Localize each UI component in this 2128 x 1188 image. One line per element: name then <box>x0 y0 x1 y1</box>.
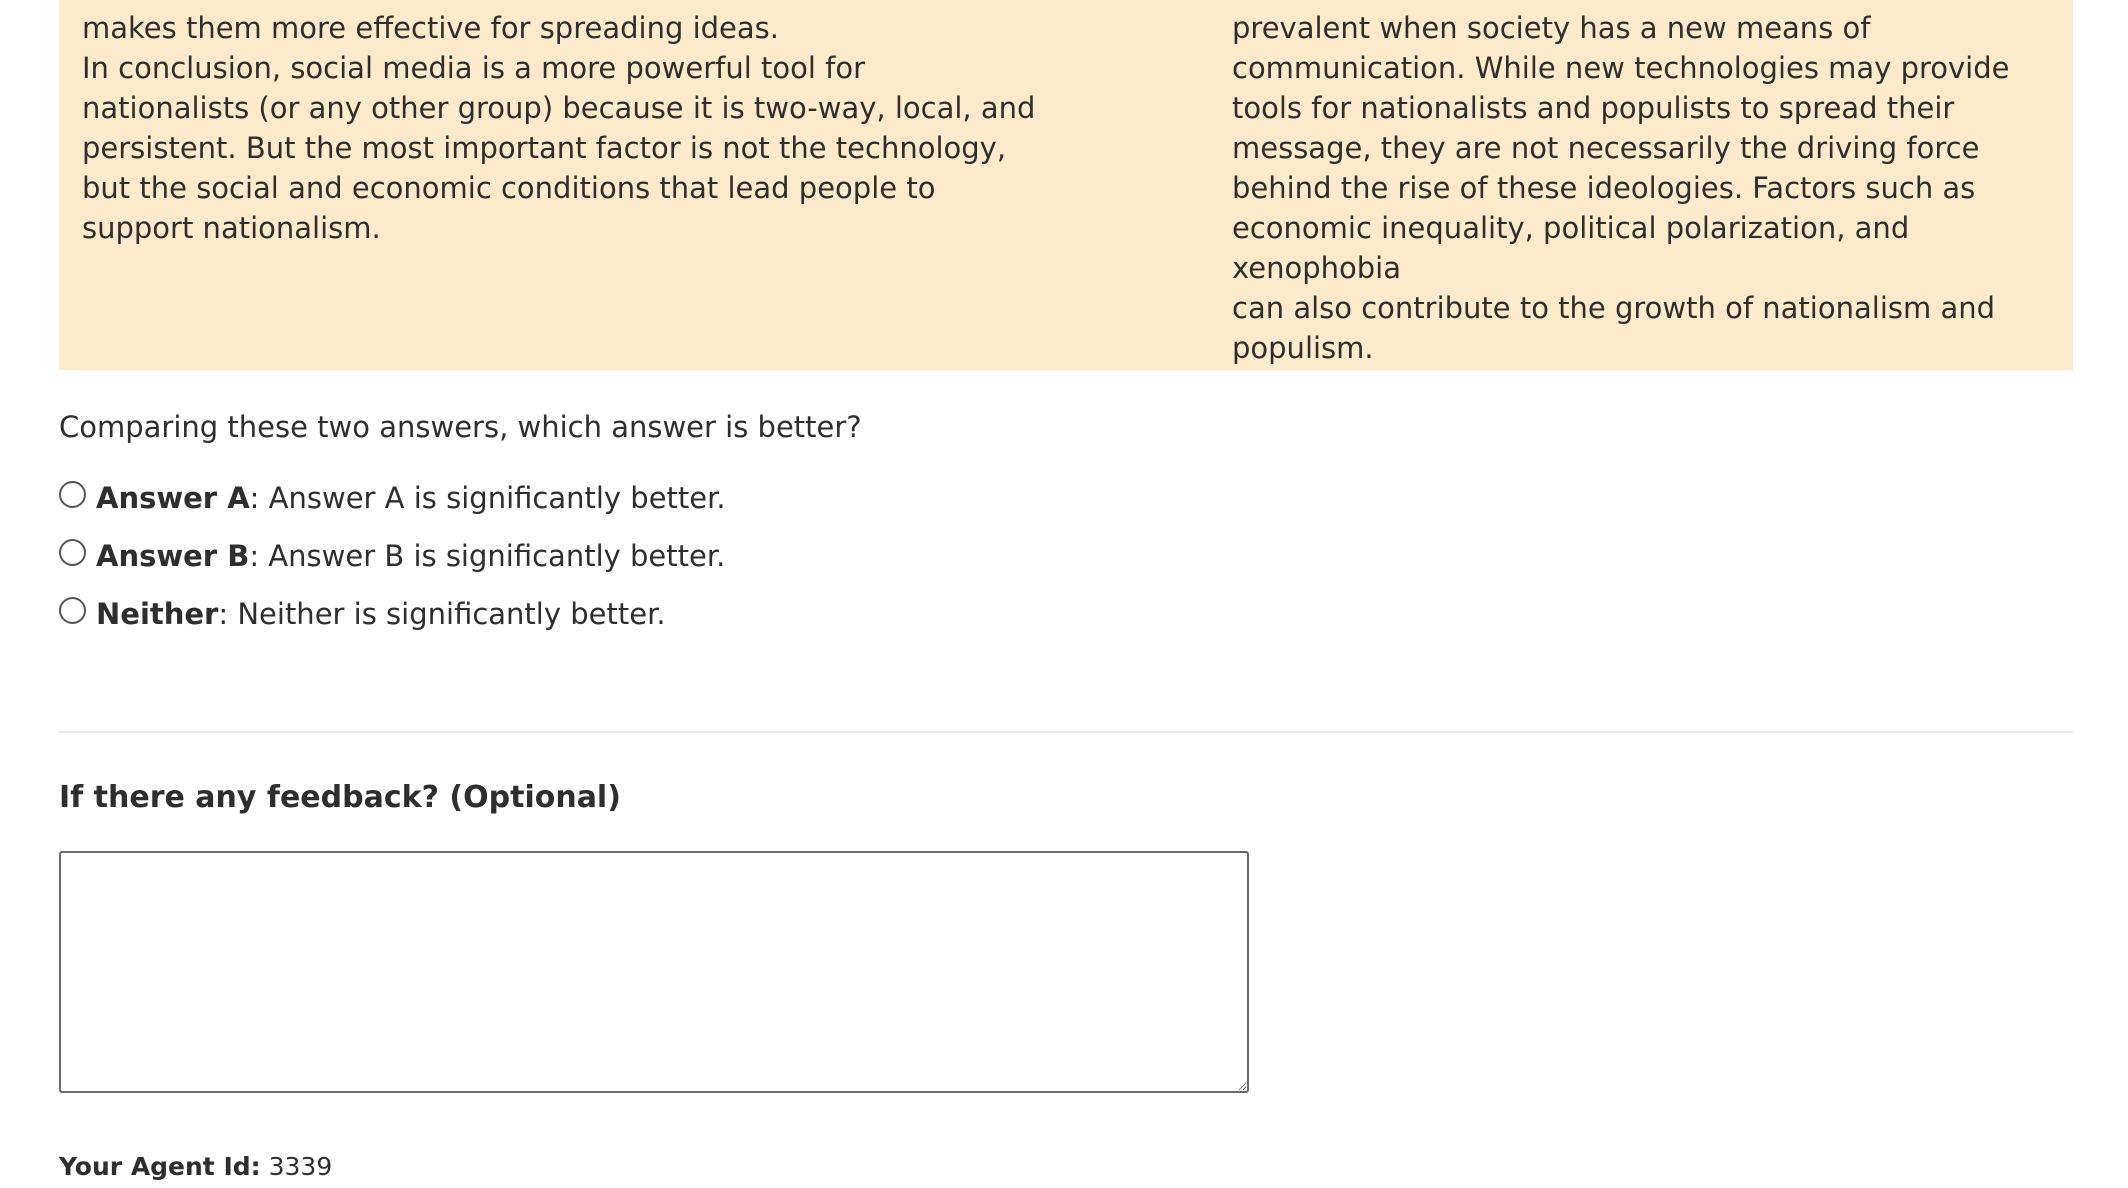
option-neither[interactable] <box>59 597 666 631</box>
answers-comparison-panel <box>59 0 2073 370</box>
section-divider <box>59 731 2073 733</box>
comparison-question: Comparing these two answers, which answer is better? <box>59 410 862 444</box>
option-description: : Answer A is significantly better. <box>249 481 726 515</box>
answer-b-radio[interactable] <box>59 539 86 566</box>
answer-b-text: prevalent when society has a new means of communication. While new technologies may provide tools for nationalists and populists to spread their message, they are not necessarily the driving force behind the rise of these ideologies. Factors such as economic inequality, political polarization, and xenophobia can also contribute to the growth of nationalism and populism. <box>1232 11 2010 365</box>
option-description: : Answer B is significantly better. <box>249 539 726 573</box>
agent-id-line <box>59 1152 332 1181</box>
neither-radio[interactable] <box>59 597 86 624</box>
agent-id-label: Your Agent Id: <box>59 1152 261 1181</box>
answer-a-radio[interactable] <box>59 481 86 508</box>
agent-id-value: 3339 <box>268 1152 333 1181</box>
option-answer-a[interactable] <box>59 481 726 515</box>
option-title: Answer A <box>96 481 250 515</box>
answer-a-text: makes them more effective for spreading ideas. In conclusion, social media is a more powerful tool for nationalists (or any other group) because it is two-way, local, and persistent. But the most important factor is not the technology, but the social and economic conditions that lead people to support nationalism. <box>82 11 1036 245</box>
feedback-label: If there any feedback? (Optional) <box>59 780 621 815</box>
feedback-textarea[interactable] <box>59 851 1249 1093</box>
option-description: : Neither is significantly better. <box>218 597 666 631</box>
option-answer-b[interactable] <box>59 539 725 573</box>
option-title: Neither <box>96 597 219 631</box>
option-title: Answer B <box>96 539 250 573</box>
